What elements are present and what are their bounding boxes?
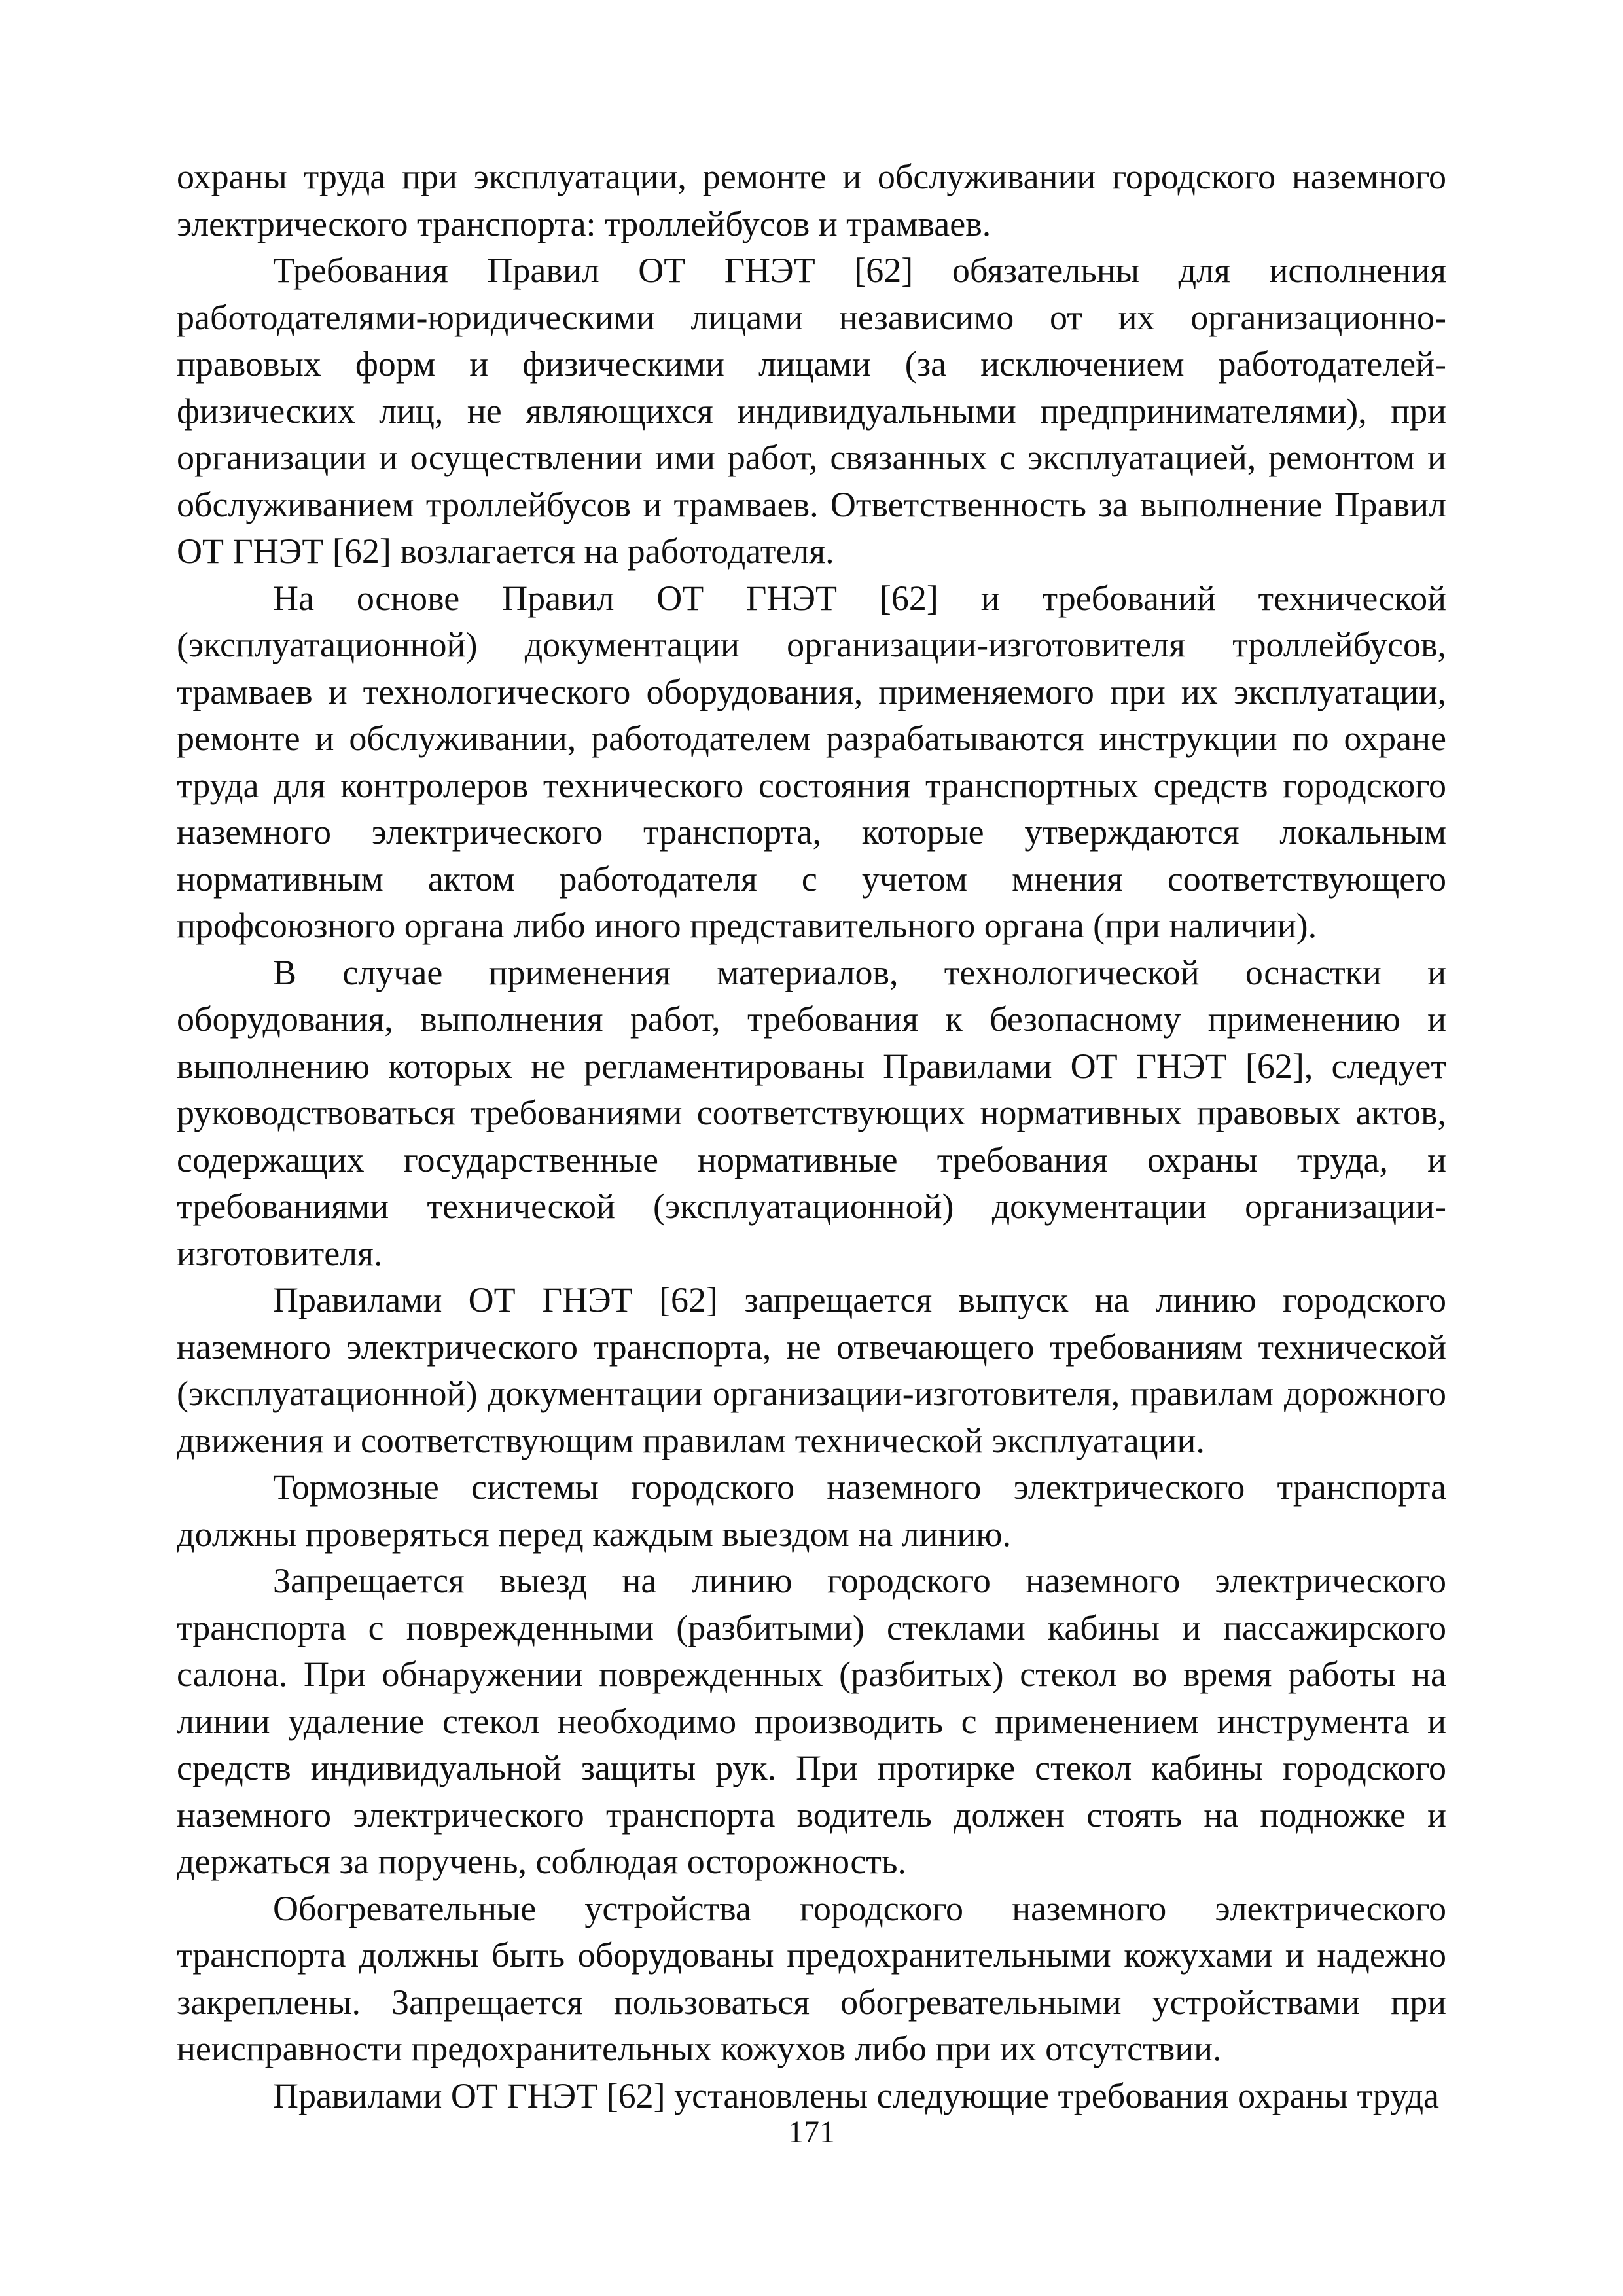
page-number: 171: [788, 2115, 835, 2149]
paragraph-instructions-development: На основе Правил ОТ ГНЭТ [62] и требований технической (эксплуатационной) документации организации-изготовителя троллейбусов, трамваев и технологического оборудования, применяемого при их эксплуатации, ремонте и обслуживании, работодателем разрабатываются инструкции по охране труда для контролеров технического состояния транспортных средств городского наземного электрического транспорта, которые утверждаются локальным нормативным актом работодателя с учетом мнения соответствующего профсоюзного органа либо иного представительного органа (при наличии).: [177, 578, 1446, 945]
paragraph-requirements-mandatory: Требования Правил ОТ ГНЭТ [62] обязательны для исполнения работодателями-юридическими лицами независимо от их организационно-правовых форм и физическими лицами (за исключением работодателей-физических лиц, не являющихся индивидуальными предпринимателями), при организации и осуществлении ими работ, связанных с эксплуатацией, ремонтом и обслуживанием троллейбусов и трамваев. Ответственность за выполнение Правил ОТ ГНЭТ [62] возлагается на работодателя.: [177, 251, 1446, 571]
paragraph-damaged-glass: Запрещается выезд на линию городского наземного электрического транспорта с поврежденными (разбитыми) стеклами кабины и пассажирского салона. При обнаружении поврежденных (разбитых) стекол во время работы на линии удаление стекол необходимо производить с применением инструмента и средств индивидуальной защиты рук. При протирке стекол кабины городского наземного электрического транспорта водитель должен стоять на подножке и держаться за поручень, соблюдая осторожность.: [177, 1561, 1446, 1881]
paragraph-brake-systems: Тормозные системы городского наземного электрического транспорта должны проверяться перед каждым выездом на линию.: [177, 1467, 1446, 1554]
paragraph-release-prohibition: Правилами ОТ ГНЭТ [62] запрещается выпуск на линию городского наземного электрического транспорта, не отвечающего требованиям технической (эксплуатационной) документации организации-изготовителя, правилам дорожного движения и соответствующим правилам технической эксплуатации.: [177, 1280, 1446, 1460]
paragraph-unregulated-materials: В случае применения материалов, технологической оснастки и оборудования, выполнения работ, требования к безопасному применению и выполнению которых не регламентированы Правилами ОТ ГНЭТ [62], следует руководствоваться требованиями соответствующих нормативных правовых актов, содержащих государственные нормативные требования охраны труда, и требованиями технической (эксплуатационной) документации организации-изготовителя.: [177, 952, 1446, 1273]
paragraph-continuation: охраны труда при эксплуатации, ремонте и обслуживании городского наземного электрического транспорта: троллейбусов и трамваев.: [177, 157, 1446, 243]
paragraph-heating-devices: Обогревательные устройства городского наземного электрического транспорта должны быть оборудованы предохранительными кожухами и надежно закреплены. Запрещается пользоваться обогревательными устройствами при неисправности предохранительных кожухов либо при их отсутствии.: [177, 1888, 1446, 2068]
body-text: [177, 154, 1446, 2119]
paragraph-requirements-lead-in: Правилами ОТ ГНЭТ [62] установлены следующие требования охраны труда: [273, 2075, 1440, 2115]
